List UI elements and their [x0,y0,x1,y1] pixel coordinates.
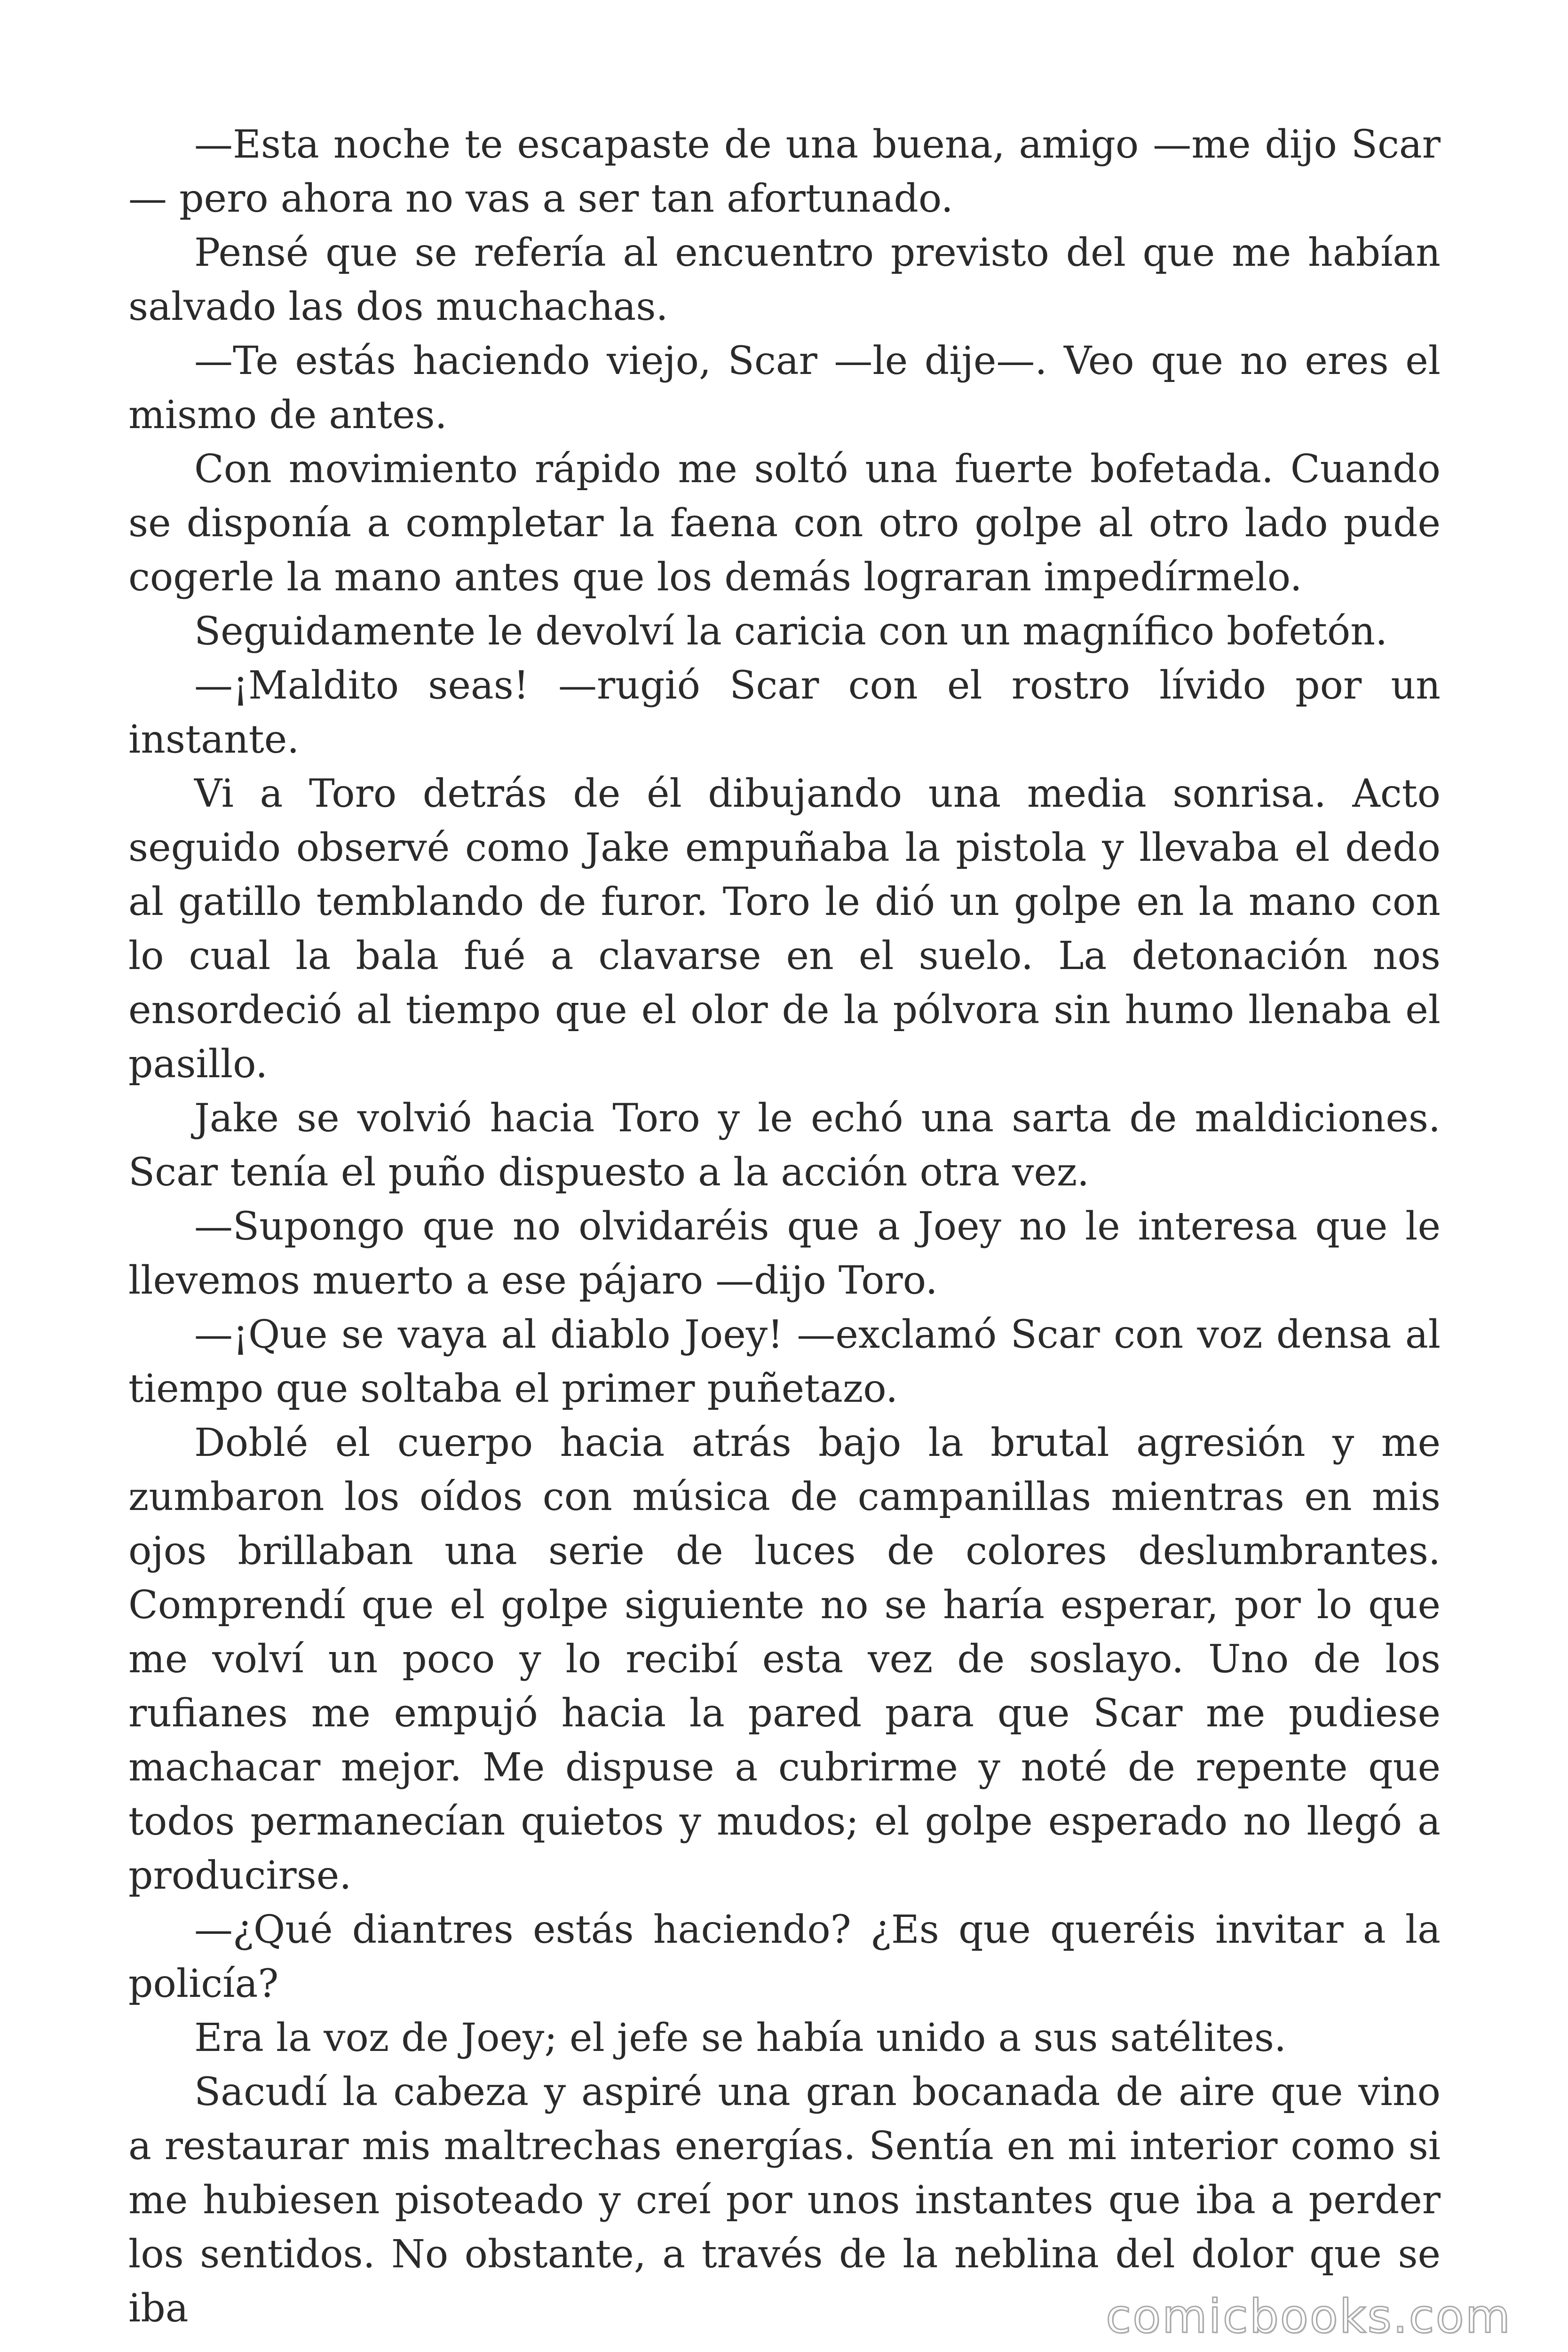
paragraph-12: —¿Qué diantres estás haciendo? ¿Es que queréis invitar a la policía? [128,1907,1441,2006]
paragraph-13: Era la voz de Joey; el jefe se había unido a sus satélites. [194,2016,1287,2060]
paragraph-6: —¡Maldito seas! —rugió Scar con el rostro lívido por un instante. [128,663,1441,762]
paragraph-1: —Esta noche te escapaste de una buena, amigo —me dijo Scar— pero ahora no vas a ser tan afortunado. [128,122,1441,221]
paragraph-14: Sacudí la cabeza y aspiré una gran bocanada de aire que vino a restaurar mis maltrechas energías. Sentía en mi interior como si me hubiesen pisoteado y creí por unos instantes que iba a perder los sentidos. No obstante, a través de la neblina del dolor que se iba [128,2070,1441,2331]
paragraph-11: Doblé el cuerpo hacia atrás bajo la brutal agresión y me zumbaron los oídos con música de campanillas mientras en mis ojos brillaban una serie de luces de colores deslumbrantes. Comprendí que el golpe siguiente no se haría esperar, por lo que me volví un poco y lo recibí esta vez de soslayo. Uno de los rufianes me empujó hacia la pared para que Scar me pudiese machacar mejor. Me dispuse a cubrirme y noté de repente que todos permanecían quietos y mudos; el golpe esperado no llegó a producirse. [128,1421,1441,1898]
paragraph-3: —Te estás haciendo viejo, Scar —le dije—. Veo que no eres el mismo de antes. [128,339,1441,437]
paragraph-5: Seguidamente le devolví la caricia con un magnífico bofetón. [194,609,1388,654]
paragraph-10: —¡Que se vaya al diablo Joey! —exclamó Scar con voz densa al tiempo que soltaba el primer puñetazo. [128,1312,1441,1411]
watermark-logo: comicbooks.com [1106,2290,1512,2344]
paragraph-8: Jake se volvió hacia Toro y le echó una sarta de maldiciones. Scar tenía el puño dispuesto a la acción otra vez. [128,1096,1441,1195]
book-page-text [128,118,1441,2336]
paragraph-2: Pensé que se refería al encuentro previsto del que me habían salvado las dos muchachas. [128,230,1441,329]
paragraph-4: Con movimiento rápido me soltó una fuerte bofetada. Cuando se disponía a completar la faena con otro golpe al otro lado pude cogerle la mano antes que los demás lograran impedírmelo. [128,447,1441,600]
paragraph-9: —Supongo que no olvidaréis que a Joey no le interesa que le llevemos muerto a ese pájaro —dijo Toro. [128,1204,1441,1303]
paragraph-7: Vi a Toro detrás de él dibujando una media sonrisa. Acto seguido observé como Jake empuñaba la pistola y llevaba el dedo al gatillo temblando de furor. Toro le dió un golpe en la mano con lo cual la bala fué a clavarse en el suelo. La detonación nos ensordeció al tiempo que el olor de la pólvora sin humo llenaba el pasillo. [128,771,1441,1087]
